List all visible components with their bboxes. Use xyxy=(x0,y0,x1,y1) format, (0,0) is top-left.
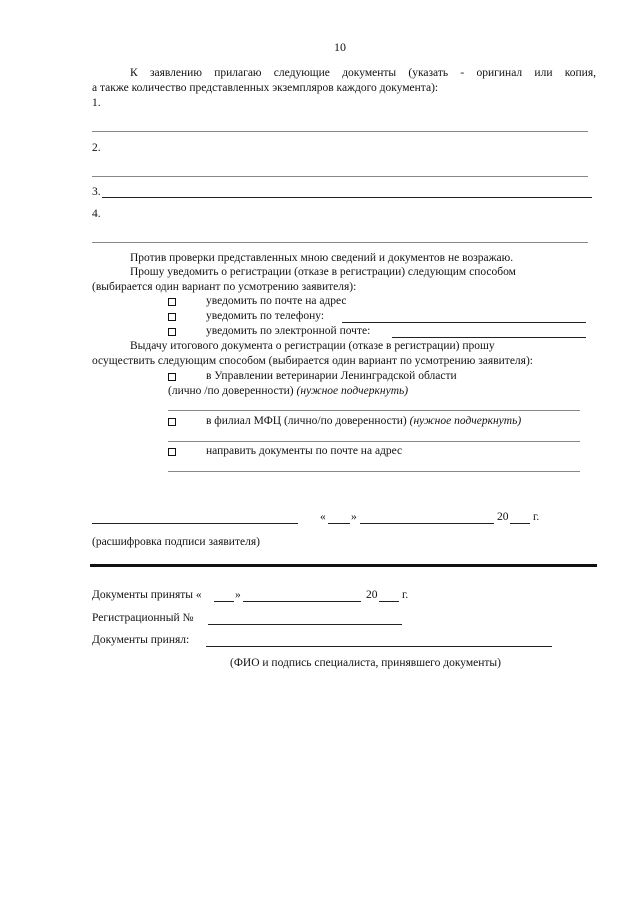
received-by-line[interactable] xyxy=(206,646,552,647)
notify-intro-line1: Прошу уведомить о регистрации (отказе в регистрации) следующим способом xyxy=(130,266,516,278)
notify-post-label: уведомить по почте на адрес xyxy=(206,295,347,307)
notify-email-checkbox[interactable] xyxy=(168,328,176,336)
notify-intro-line2: (выбирается один вариант по усмотрению заявителя): xyxy=(92,281,357,293)
sign-date-day-line[interactable] xyxy=(328,523,350,524)
page-number: 10 xyxy=(334,40,346,54)
sign-date-year-line[interactable] xyxy=(510,523,530,524)
notify-post-checkbox[interactable] xyxy=(168,298,176,306)
applicant-signature-line[interactable] xyxy=(92,523,298,524)
attachment-item-4-label: 4. xyxy=(92,208,101,220)
received-by-label: Документы принял: xyxy=(92,634,190,646)
attachment-item-3-label: 3. xyxy=(92,186,101,198)
sign-date-year-suffix: г. xyxy=(533,511,540,523)
sign-date-month-line[interactable] xyxy=(360,523,494,524)
notify-phone-label: уведомить по телефону: xyxy=(206,310,325,322)
issue-intro-line2: осуществить следующим способом (выбирается один вариант по усмотрению заявителя): xyxy=(92,355,533,367)
docs-received-month-line[interactable] xyxy=(243,601,361,602)
issue-vet-office-note: (нужное подчеркнуть) xyxy=(296,385,409,397)
docs-received-year-suffix: г. xyxy=(402,589,409,601)
issue-vet-office-method xyxy=(168,385,408,397)
notify-phone-checkbox[interactable] xyxy=(168,313,176,321)
attachments-intro-line1: К заявлению прилагаю следующие документы (указать - оригинал или копия, xyxy=(130,67,596,79)
issue-post-checkbox[interactable] xyxy=(168,448,176,456)
docs-received-day-line[interactable] xyxy=(214,601,234,602)
attachment-item-2-label: 2. xyxy=(92,142,101,154)
notify-email-label: уведомить по электронной почте: xyxy=(206,325,371,337)
attachment-item-1-line[interactable] xyxy=(92,131,588,132)
issue-vet-office-label: в Управлении ветеринарии Ленинградской области xyxy=(206,370,457,382)
reg-number-line[interactable] xyxy=(208,624,402,625)
issue-vet-office-checkbox[interactable] xyxy=(168,373,176,381)
attachment-item-4-line[interactable] xyxy=(92,242,588,243)
docs-received-year-line[interactable] xyxy=(379,601,399,602)
issue-post-label: направить документы по почте на адрес xyxy=(206,445,403,457)
no-objection-text: Против проверки представленных мною сведений и документов не возражаю. xyxy=(130,252,514,264)
sign-date-year-prefix: 20 xyxy=(497,511,509,523)
section-separator xyxy=(90,564,597,567)
reg-number-label: Регистрационный № xyxy=(92,612,194,624)
specialist-signature-caption: (ФИО и подпись специалиста, принявшего документы) xyxy=(230,657,501,669)
sign-date-close-quote: » xyxy=(351,511,357,523)
issue-mfc-checkbox[interactable] xyxy=(168,418,176,426)
issue-vet-office-method-text: (лично /по доверенности) xyxy=(168,385,294,397)
notify-email-line[interactable] xyxy=(392,337,586,338)
notify-phone-line[interactable] xyxy=(342,322,586,323)
attachments-intro-line2: а также количество представленных экземпляров каждого документа): xyxy=(92,82,439,94)
docs-received-prefix: Документы приняты « xyxy=(92,589,202,601)
sign-date-open-quote: « xyxy=(320,511,326,523)
issue-vet-office-line[interactable] xyxy=(168,410,580,411)
attachment-item-2-line[interactable] xyxy=(92,176,588,177)
applicant-signature-caption: (расшифровка подписи заявителя) xyxy=(92,536,260,548)
docs-received-year-prefix: 20 xyxy=(366,589,378,601)
attachment-item-3-line[interactable] xyxy=(102,197,592,198)
attachment-item-1-label: 1. xyxy=(92,97,101,109)
issue-mfc-line[interactable] xyxy=(168,441,580,442)
issue-intro-line1: Выдачу итогового документа о регистрации (отказе в регистрации) прошу xyxy=(130,340,495,352)
issue-mfc-option xyxy=(206,415,521,427)
docs-received-close-quote: » xyxy=(235,589,241,601)
issue-post-address-line[interactable] xyxy=(168,471,580,472)
issue-mfc-note: (нужное подчеркнуть) xyxy=(409,415,522,427)
issue-mfc-label: в филиал МФЦ (лично/по доверенности) xyxy=(206,415,407,427)
